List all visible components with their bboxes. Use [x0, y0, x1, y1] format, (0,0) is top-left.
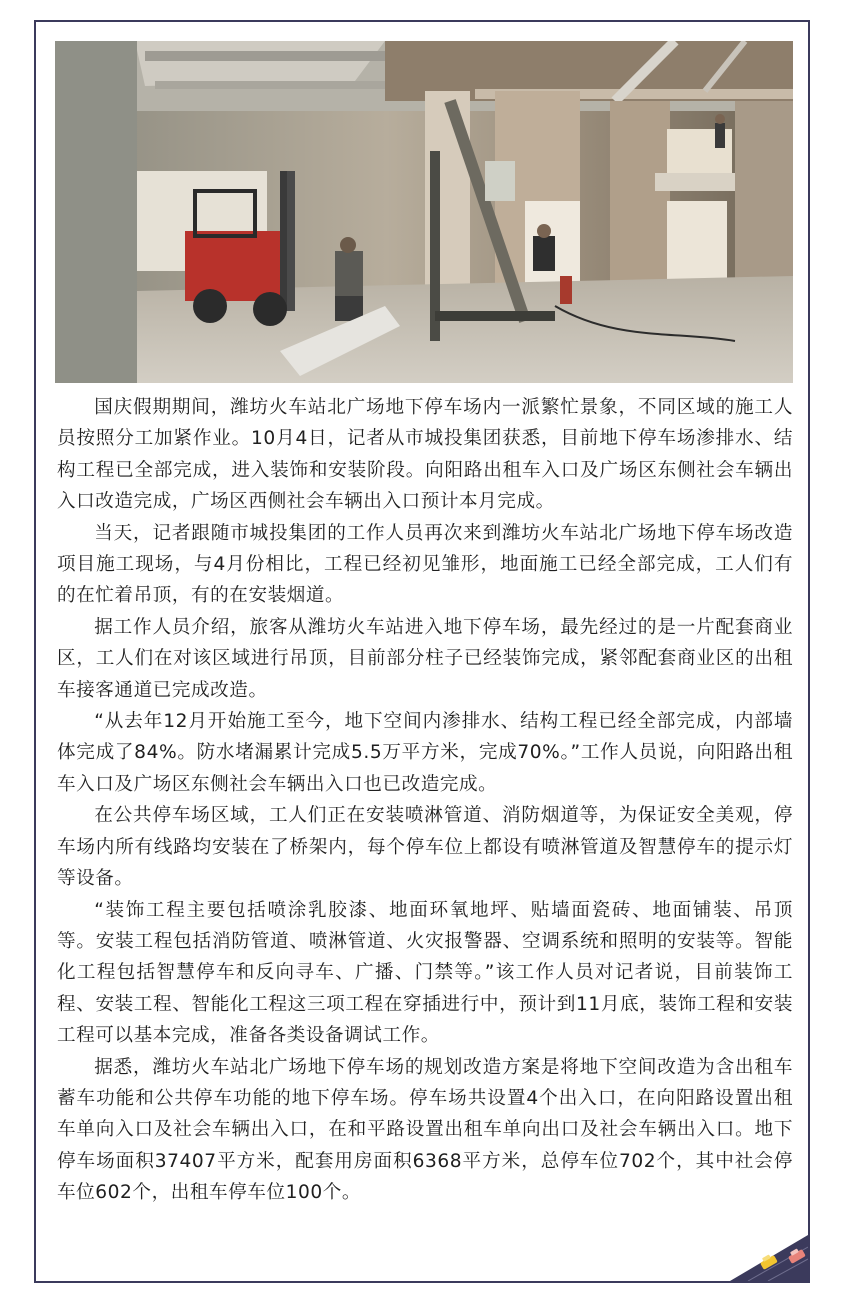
construction-scene-image [55, 41, 793, 383]
article-frame [34, 20, 810, 1283]
article-paragraph: 国庆假期期间，潍坊火车站北广场地下停车场内一派繁忙景象，不同区域的施工人员按照分工加紧作业。10月4日，记者从市城投集团获悉，目前地下停车场渗排水、结构工程已全部完成，进入装饰和安装阶段。向阳路出租车入口及广场区东侧社会车辆出入口改造完成，广场区西侧社会车辆出入口预计本月完成。 [57, 397, 793, 513]
article-paragraph: 据工作人员介绍，旅客从潍坊火车站进入地下停车场，最先经过的是一片配套商业区，工人们在对该区域进行吊顶，目前部分柱子已经装饰完成，紧邻配套商业区的出租车接客通道已完成改造。 [57, 616, 793, 701]
article-body [57, 392, 793, 1209]
article-paragraph: 据悉，潍坊火车站北广场地下停车场的规划改造方案是将地下空间改造为含出租车蓄车功能和公共停车功能的地下停车场。停车场共设置4个出入口，在向阳路设置出租车单向入口及社会车辆出入口，在和平路设置出租车单向出口及社会车辆出入口。地下停车场面积37407平方米，配套用房面积6368平方米，总停车位702个，其中社会停车位602个，出租车停车位100个。 [57, 1056, 793, 1204]
article-paragraph: “从去年12月开始施工至今，地下空间内渗排水、结构工程已经全部完成，内部墙体完成了84%。防水堵漏累计完成5.5万平方米，完成70%。”工作人员说，向阳路出租车入口及广场区东侧社会车辆出入口也已改造完成。 [57, 711, 793, 795]
road-with-cars-icon [730, 1233, 808, 1281]
article-paragraph: 在公共停车场区域，工人们正在安装喷淋管道、消防烟道等，为保证安全美观，停车场内所有线路均安装在了桥架内，每个停车位上都设有喷淋管道及智慧停车的提示灯等设备。 [57, 805, 793, 890]
construction-photo [55, 41, 793, 383]
article-paragraph: 当天，记者跟随市城投集团的工作人员再次来到潍坊火车站北广场地下停车场改造项目施工现场，与4月份相比，工程已经初见雏形，地面施工已经全部完成，工人们有的在忙着吊顶，有的在安装烟道。 [57, 522, 793, 607]
article-paragraph: “装饰工程主要包括喷涂乳胶漆、地面环氧地坪、贴墙面瓷砖、地面铺装、吊顶等。安装工程包括消防管道、喷淋管道、火灾报警器、空调系统和照明的安装等。智能化工程包括智慧停车和反向寻车、广播、门禁等。”该工作人员对记者说，目前装饰工程、安装工程、智能化工程这三项工程在穿插进行中，预计到11月底，装饰工程和安装工程可以基本完成，准备各类设备调试工作。 [57, 899, 793, 1047]
